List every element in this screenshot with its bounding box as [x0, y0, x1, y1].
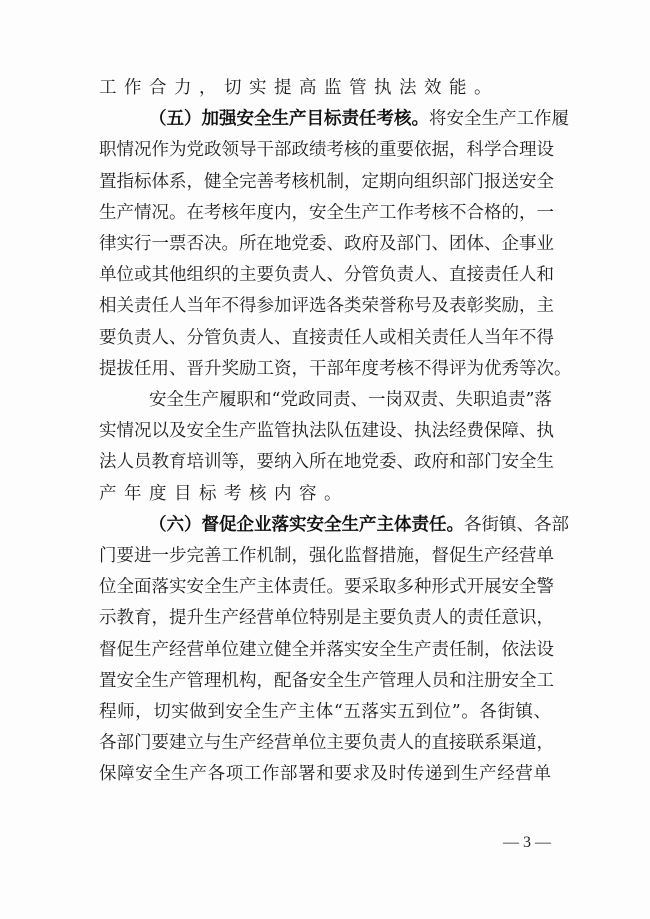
line-text: 提拔任用、晋升奖励工资，干部年度考核不得评为优秀等次。	[99, 358, 572, 379]
text-line-2	[149, 104, 569, 135]
text-line-3	[99, 135, 554, 166]
text-line-14	[99, 479, 551, 510]
line-text: 工作合力，切实提高监管执法效能。	[99, 78, 499, 98]
text-line-7	[99, 260, 554, 291]
page-number: — 3 —	[503, 834, 551, 851]
text-line-16	[99, 541, 554, 572]
text-line-10	[99, 354, 572, 385]
line-text: 实情况以及安全生产监管执法队伍建设、执法经费保障、执	[99, 421, 554, 442]
text-line-5	[99, 198, 554, 229]
text-line-13	[99, 447, 554, 478]
line-text: 位全面落实安全生产主体责任。要采取多种形式开展安全警	[99, 577, 554, 598]
text-line-22	[99, 728, 554, 759]
text-line-17	[99, 572, 554, 603]
line-text: 单位或其他组织的主要负责人、分管负责人、直接责任人和	[99, 265, 554, 286]
text-line-23	[99, 759, 551, 790]
text-line-19	[99, 635, 554, 666]
section-heading-6: （六）督促企业落实安全生产主体责任。	[149, 514, 464, 535]
line-text: 职情况作为党政领导干部政绩考核的重要依据，科学合理设	[99, 140, 554, 161]
text-line-9	[99, 323, 554, 354]
line-text: 要负责人、分管负责人、直接责任人或相关责任人当年不得	[99, 327, 554, 348]
line-text: 置指标体系，健全完善考核机制，定期向组织部门报送安全	[99, 171, 554, 192]
line-text: 程师，切实做到安全生产主体“五落实五到位”。各街镇、	[99, 702, 551, 722]
text-line-20	[99, 666, 554, 697]
line-text: 各部门要建立与生产经营单位主要负责人的直接联系渠道，	[99, 733, 554, 754]
line-text: 各街镇、各部	[464, 514, 569, 535]
text-line-8	[99, 291, 554, 322]
line-text: 生产情况。在考核年度内，安全生产工作考核不合格的，一	[99, 202, 554, 223]
line-text: 门要进一步完善工作机制，强化监督措施，督促生产经营单	[99, 546, 554, 566]
section-heading-5: （五）加强安全生产目标责任考核。	[149, 109, 429, 130]
text-line-6	[99, 229, 554, 260]
text-line-4	[99, 167, 554, 198]
line-text: 示教育，提升生产经营单位特别是主要负责人的责任意识，	[99, 608, 554, 629]
line-text: 产年度目标考核内容。	[99, 483, 349, 504]
text-line-21	[99, 697, 551, 728]
line-text: 相关责任人当年不得参加评选各类荣誉称号及表彰奖励，主	[99, 296, 554, 317]
line-text: 督促生产经营单位建立健全并落实安全生产责任制，依法设	[99, 639, 554, 660]
text-line-15	[149, 510, 569, 541]
line-text: 将安全生产工作履	[429, 109, 569, 130]
line-text: 安全生产履职和“党政同责、一岗双责、失职追责”落	[149, 390, 552, 410]
text-line-18	[99, 603, 554, 634]
line-text: 置安全生产管理机构，配备安全生产管理人员和注册安全工	[99, 670, 554, 691]
line-text: 保障安全生产各项工作部署和要求及时传递到生产经营单	[99, 764, 551, 785]
text-line-11	[149, 385, 551, 416]
text-line-12	[99, 416, 554, 447]
line-text: 法人员教育培训等，要纳入所在地党委、政府和部门安全生	[99, 452, 554, 473]
line-text: 律实行一票否决。所在地党委、政府及部门、团体、企事业	[99, 234, 554, 254]
text-line-1	[99, 73, 551, 104]
